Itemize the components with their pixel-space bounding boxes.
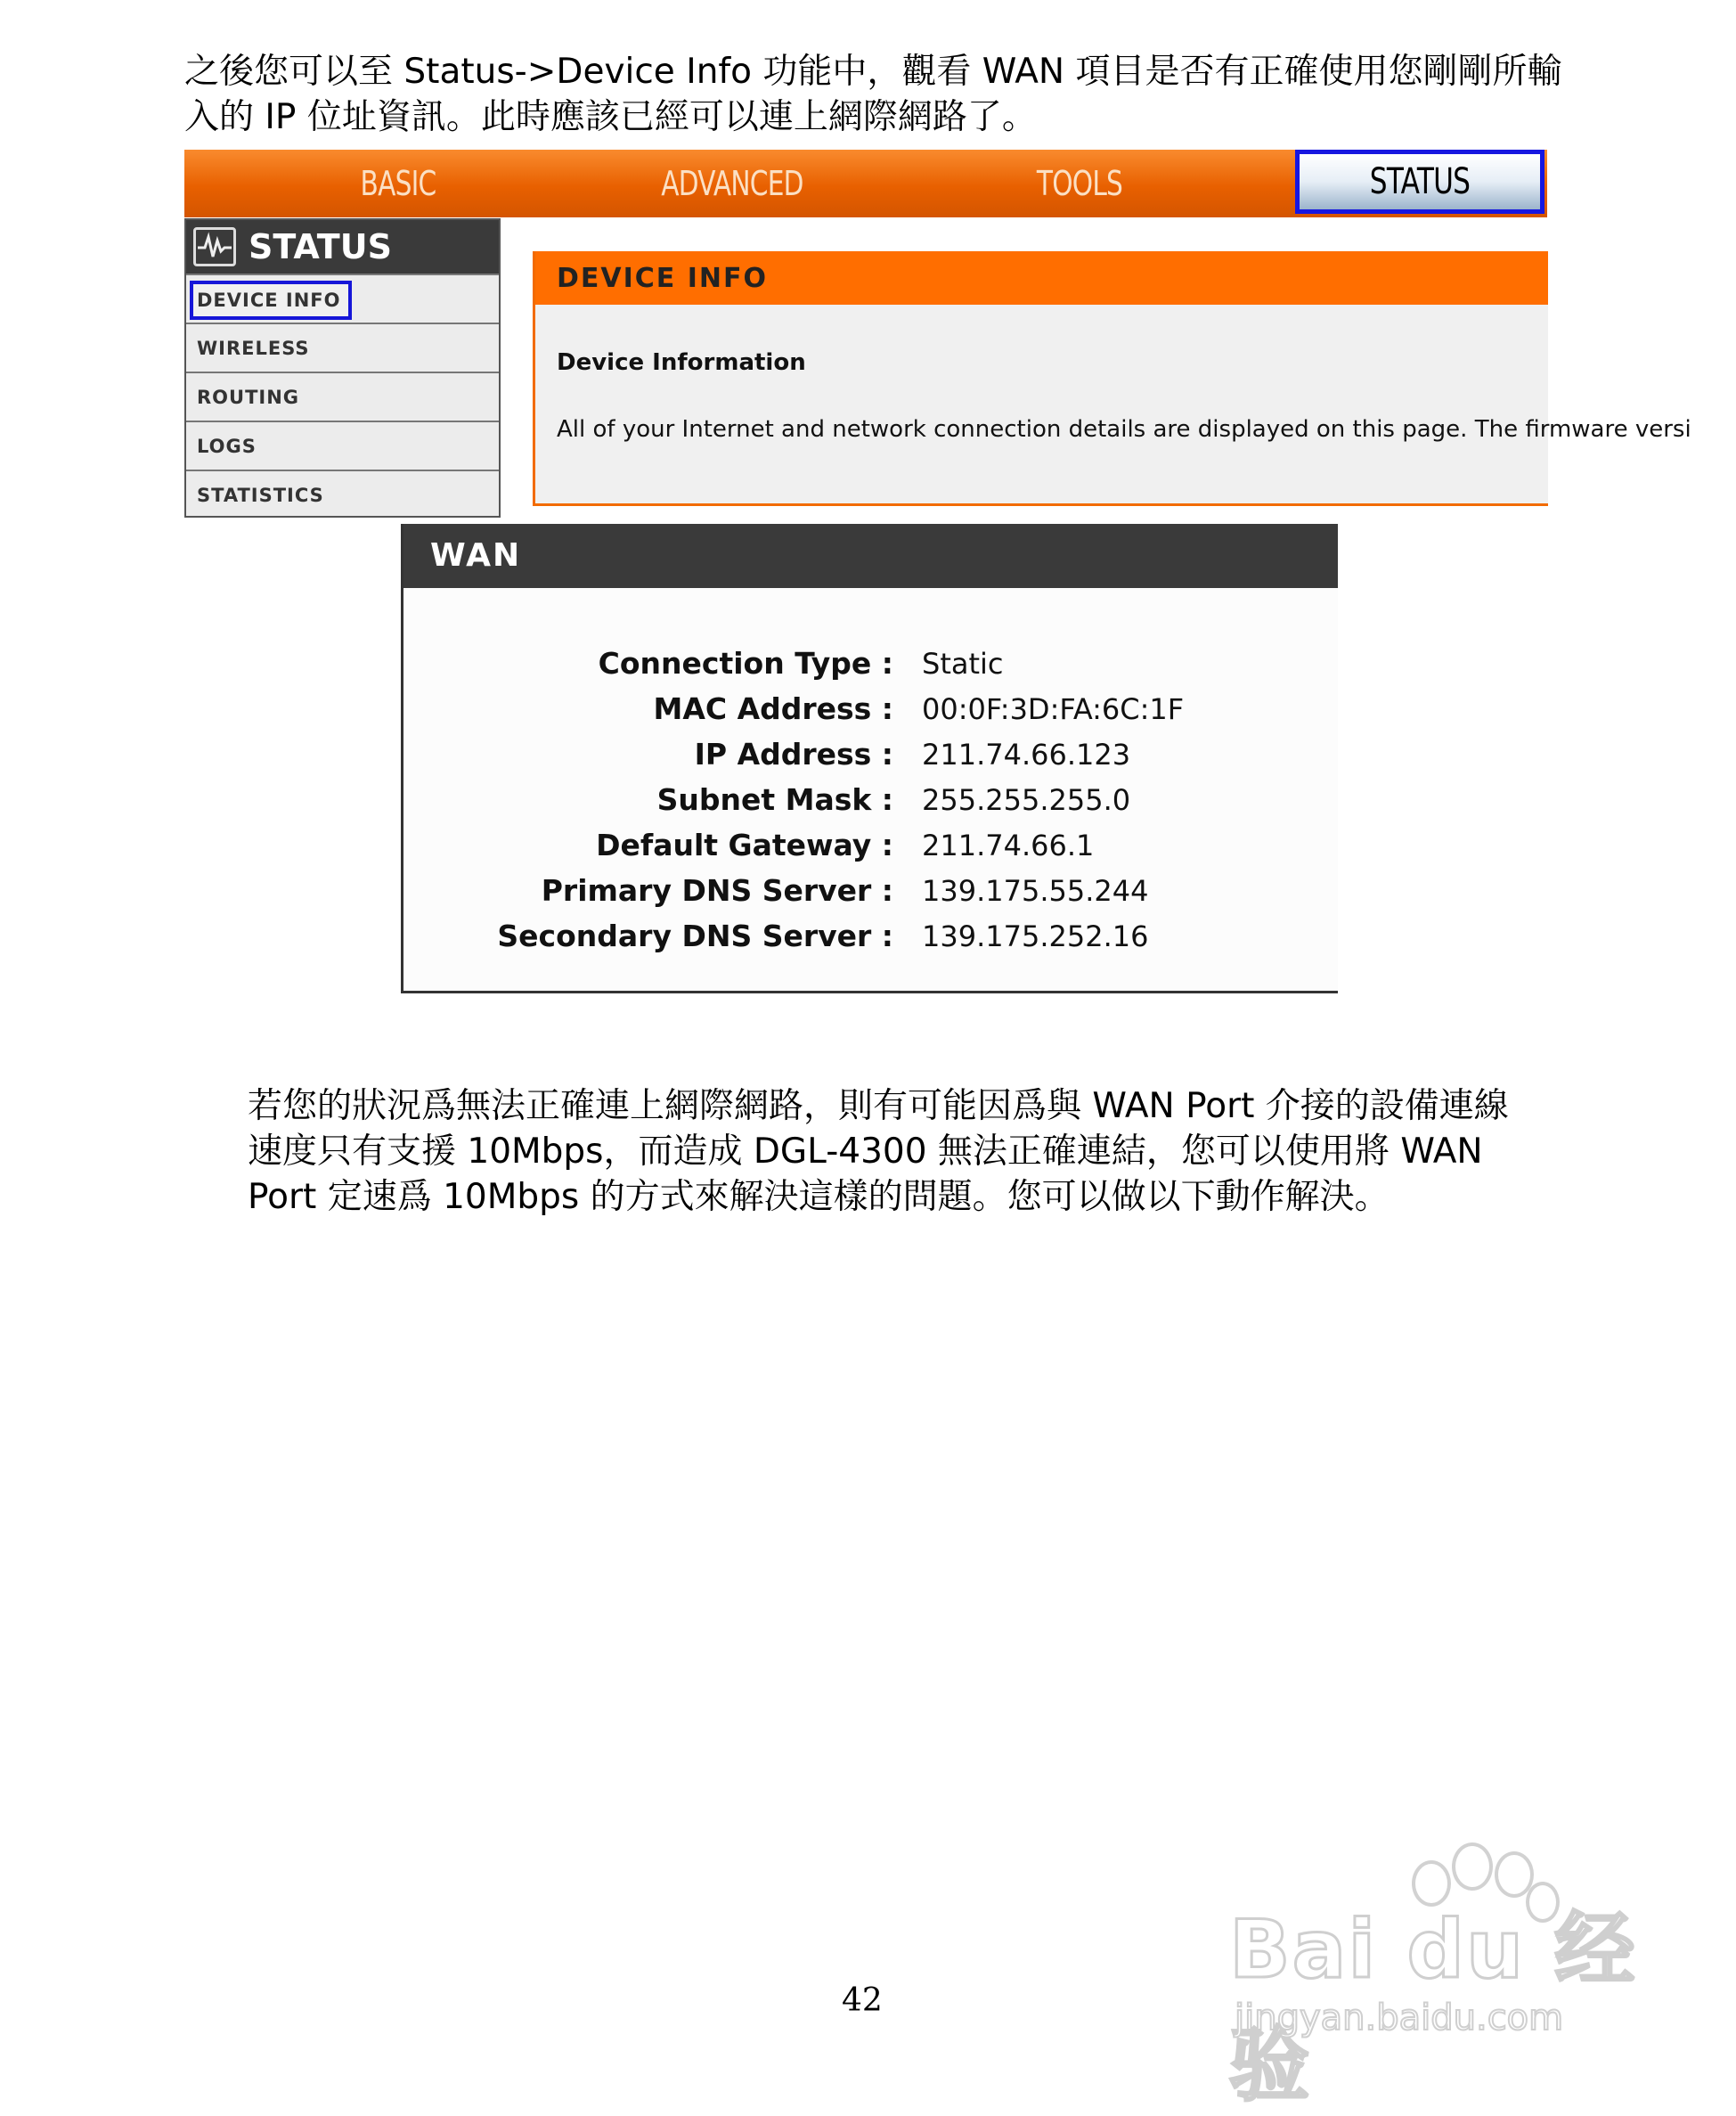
status-monitor-icon (193, 227, 236, 266)
tab-status[interactable] (1295, 150, 1544, 214)
tab-tools[interactable]: TOOLS (1036, 164, 1123, 203)
device-info-panel (533, 251, 1691, 506)
wan-label: MAC Address : (653, 691, 893, 726)
wan-value: 00:0F:3D:FA:6C:1F (922, 692, 1185, 726)
wan-label: Default Gateway : (596, 828, 893, 862)
wan-value: 139.175.252.16 (922, 919, 1149, 953)
device-info-header: DEVICE INFO (535, 251, 1548, 305)
intro-line-2: 入的 IP 位址資訊。此時應該已經可以連上網際網路了。 (184, 97, 1037, 137)
intro-line-1: 之後您可以至 Status->Device Info 功能中，觀看 WAN 項目是否有正確使用您剛剛所輸 (184, 52, 1562, 92)
wan-header: WAN (403, 524, 1338, 588)
sidebar-item-statistics[interactable]: STATISTICS (186, 470, 499, 519)
wan-panel (401, 524, 1338, 993)
wan-value: 211.74.66.1 (922, 829, 1095, 862)
troubleshoot-line-2: 速度只有支援 10Mbps，而造成 DGL-4300 無法正確連結，您可以使用將 WAN (248, 1132, 1483, 1172)
device-info-description: All of your Internet and network connection details are displayed on this page. The firmware versi (557, 416, 1691, 443)
wan-value: 139.175.55.244 (922, 874, 1149, 908)
sidebar-item-routing[interactable]: ROUTING (186, 372, 499, 421)
wan-value: 211.74.66.123 (922, 738, 1131, 772)
watermark-url: jingyan.baidu.com (1235, 1998, 1564, 2038)
intro-paragraph (184, 49, 1561, 140)
watermark-brand: Bai du 经验 (1229, 1903, 1637, 2112)
wan-label: IP Address : (694, 737, 893, 772)
sidebar-item-wireless[interactable]: WIRELESS (186, 323, 499, 372)
sidebar-item-logs[interactable]: LOGS (186, 421, 499, 470)
tab-advanced[interactable]: ADVANCED (661, 164, 803, 203)
troubleshoot-line-1: 若您的狀況爲無法正確連上網際網路，則有可能因爲與 WAN Port 介接的設備連線 (248, 1086, 1509, 1126)
troubleshoot-paragraph (248, 1083, 1509, 1220)
wan-label: Secondary DNS Server : (497, 919, 893, 953)
troubleshoot-line-3: Port 定速爲 10Mbps 的方式來解決這樣的問題。您可以做以下動作解決。 (248, 1177, 1390, 1217)
wan-label: Connection Type : (598, 646, 893, 681)
tab-status-label: STATUS (1369, 161, 1471, 202)
page-number: 42 (842, 1982, 883, 2019)
status-sidebar (184, 218, 501, 518)
baidu-watermark (1229, 1835, 1657, 2112)
sidebar-item-label: DEVICE INFO (190, 281, 352, 320)
wan-label: Primary DNS Server : (541, 873, 893, 908)
device-info-subtitle: Device Information (557, 349, 806, 376)
wan-value: 255.255.255.0 (922, 783, 1131, 817)
sidebar-header (186, 220, 499, 274)
sidebar-item-device-info[interactable] (186, 274, 499, 323)
tab-basic[interactable]: BASIC (360, 164, 436, 203)
wan-value: Static (922, 647, 1004, 681)
wan-label: Subnet Mask : (656, 782, 893, 817)
paw-toe-icon (1452, 1842, 1493, 1891)
sidebar-title: STATUS (249, 227, 392, 266)
